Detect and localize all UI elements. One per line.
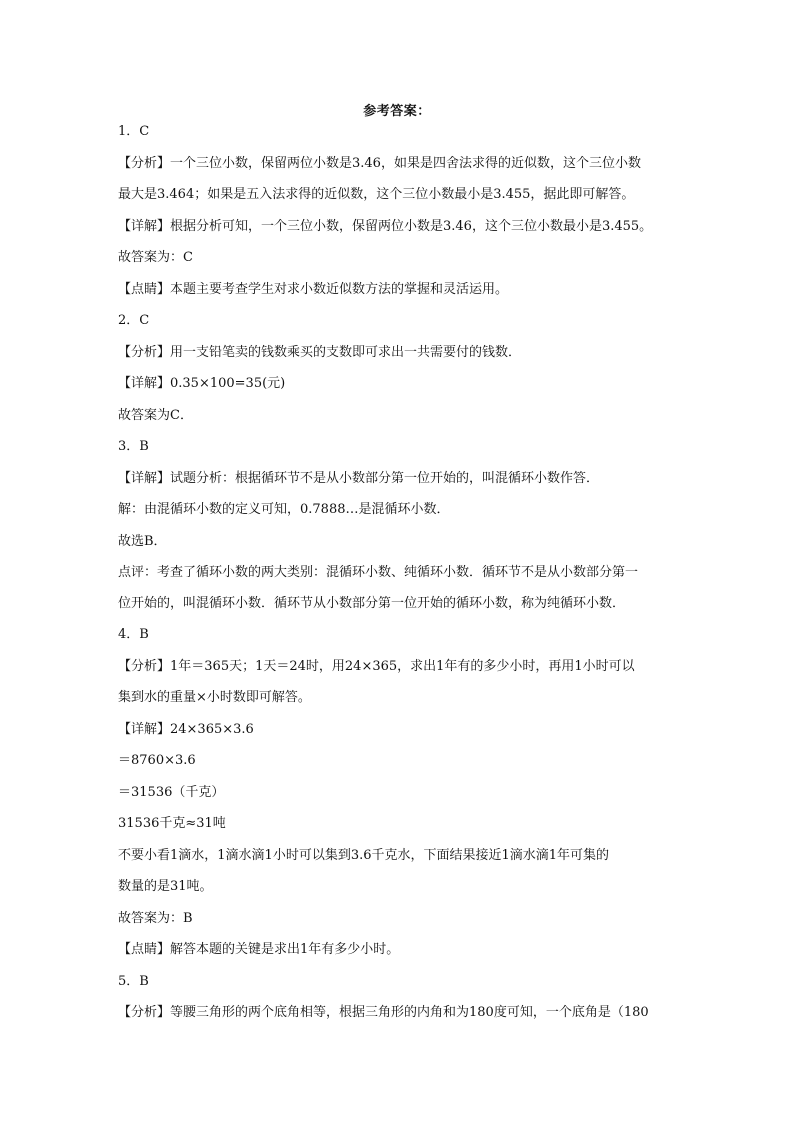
page-title: 参考答案：: [363, 104, 431, 119]
answer-4-conclusion: 故答案为：B: [118, 911, 193, 926]
answer-1-number: 1．C: [118, 124, 150, 139]
answer-1-conclusion: 故答案为：C: [118, 250, 193, 265]
answer-3-number: 3．B: [118, 439, 149, 454]
answer-1-analysis-line-1: 【分析】一个三位小数，保留两位小数是3.46，如果是四舍法求得的近似数，这个三位小数: [118, 156, 641, 171]
answer-4-explanation-line-2: 数量的是31吨。: [118, 879, 213, 894]
answer-1-comment: 【点睛】本题主要考查学生对求小数近似数方法的掌握和灵活运用。: [118, 282, 509, 297]
answer-4-analysis-line-2: 集到水的重量×小时数即可解答。: [118, 690, 311, 705]
answer-4-explanation-line-1: 不要小看1滴水，1滴水滴1小时可以集到3.6千克水，下面结果接近1滴水滴1年可集的: [118, 848, 610, 863]
answer-3-conclusion: 故选B．: [118, 534, 167, 549]
answer-2-conclusion: 故答案为C．: [118, 408, 193, 423]
answer-3-solution: 解：由混循环小数的定义可知，0.7888…是混循环小数．: [118, 502, 450, 517]
answer-4-comment: 【点睛】解答本题的关键是求出1年有多少小时。: [118, 942, 400, 957]
answer-2-analysis: 【分析】用一支铅笔卖的钱数乘买的支数即可求出一共需要付的钱数．: [118, 345, 522, 360]
answer-4-step-2: ＝31536（千克）: [118, 785, 225, 800]
answer-3-detail: 【详解】试题分析：根据循环节不是从小数部分第一位开始的，叫混循环小数作答．: [118, 471, 600, 486]
answer-4-analysis-line-1: 【分析】1年＝365天；1天＝24时，用24×365，求出1年有的多少小时，再用1小时可以: [118, 659, 635, 674]
answer-5-analysis: 【分析】等腰三角形的两个底角相等，根据三角形的内角和为180度可知，一个底角是（180: [118, 1005, 649, 1020]
answer-3-review-line-1: 点评：考查了循环小数的两大类别：混循环小数、纯循环小数．循环节不是从小数部分第一: [118, 565, 639, 580]
answer-1-detail: 【详解】根据分析可知，一个三位小数，保留两位小数是3.46，这个三位小数最小是3.455。: [118, 219, 653, 234]
answer-2-detail: 【详解】0.35×100=35(元): [118, 376, 286, 391]
answer-4-step-1: ＝8760×3.6: [118, 753, 196, 768]
answer-4-step-3: 31536千克≈31吨: [118, 816, 226, 831]
answer-4-number: 4．B: [118, 627, 149, 642]
answer-4-detail: 【详解】24×365×3.6: [118, 722, 254, 737]
answer-1-analysis-line-2: 最大是3.464；如果是五入法求得的近似数，这个三位小数最小是3.455，据此即可解答。: [118, 187, 635, 202]
answer-2-number: 2．C: [118, 313, 150, 328]
answer-3-review-line-2: 位开始的，叫混循环小数．循环节从小数部分第一位开始的循环小数，称为纯循环小数．: [118, 596, 626, 611]
answer-5-number: 5．B: [118, 974, 149, 989]
